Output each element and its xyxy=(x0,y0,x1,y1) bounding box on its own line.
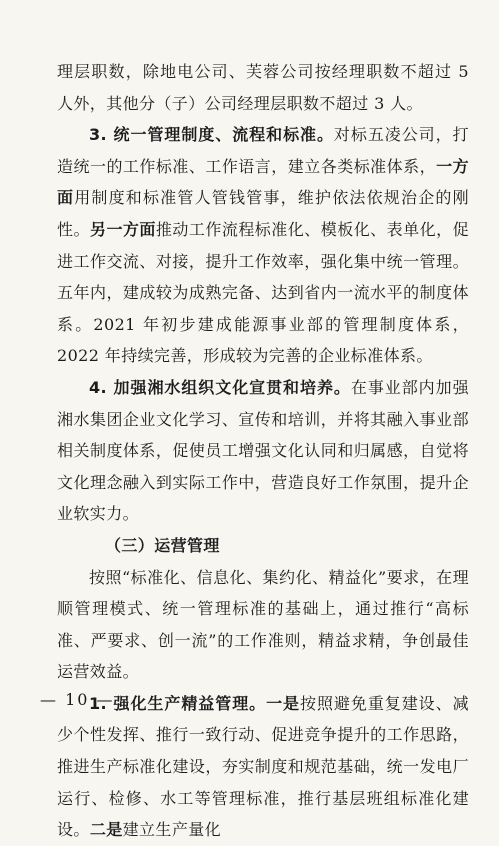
bold-text-segment: （三）运营管理 xyxy=(105,535,220,555)
bold-text-segment: 一是 xyxy=(266,693,301,713)
text-segment: 用制度和标准管人管钱管事，维护依法依规治企的刚性。 xyxy=(57,188,469,239)
section-heading-operations xyxy=(73,530,469,562)
text-segment: 推动工作流程标准化、模板化、表单化，促进工作交流、对接，提升工作效率，强化集中统一管理。五年内，建成较为成熟完备、达到省内一流水平的制度体系。2021 年初步建成能源事业部的管理制度体系，2022 年持续完善，形成较为完善的企业标准体系。 xyxy=(57,219,469,366)
page-number: — 10 — xyxy=(40,690,115,709)
bold-text-segment: 另一方面 xyxy=(89,219,156,239)
bold-text-segment: 一方面 xyxy=(57,156,469,208)
text-segment: 理层职数，除地电公司、芙蓉公司按经理职数不超过 5 人外，其他分（子）公司经理层职数不超过 3 人。 xyxy=(57,62,469,113)
text-segment: 对标五凌公司，打造统一的工作标准、工作语言，建立各类标准体系， xyxy=(57,125,469,176)
text-segment: 建立生产量化 xyxy=(122,820,222,840)
body-text xyxy=(57,56,469,846)
paragraph-operations-intro xyxy=(57,562,469,688)
paragraph-item-4 xyxy=(57,372,469,530)
paragraph-item-3 xyxy=(57,119,469,372)
paragraph-item-1 xyxy=(57,688,469,846)
bold-text-segment: 4. 加强湘水组织文化宣贯和培养。 xyxy=(89,377,351,397)
bold-text-segment: 1. 强化生产精益管理。 xyxy=(89,693,267,713)
text-segment: 在事业部内加强湘水集团企业文化学习、宣传和培训，并将其融入事业部相关制度体系，促使员工增强文化认同和归属感，自觉将文化理念融入到实际工作中，营造良好工作氛围，提升企业软实力。 xyxy=(57,377,469,524)
paragraph-continuation xyxy=(57,56,469,119)
bold-text-segment: 二是 xyxy=(89,820,123,840)
text-segment: 按照“标准化、信息化、集约化、精益化”要求，在理顺管理模式、统一管理标准的基础上，通过推行“高标准、严要求、创一流”的工作准则，精益求精，争创最佳运营效益。 xyxy=(57,567,469,682)
text-segment: 按照避免重复建设、减少个性发挥、推行一致行动、促进竞争提升的工作思路，推进生产标准化建设，夯实制度和规范基础，统一发电厂运行、检修、水工等管理标准，推行基层班组标准化建设。 xyxy=(57,693,469,840)
bold-text-segment: 3. 统一管理制度、流程和标准。 xyxy=(89,125,334,145)
